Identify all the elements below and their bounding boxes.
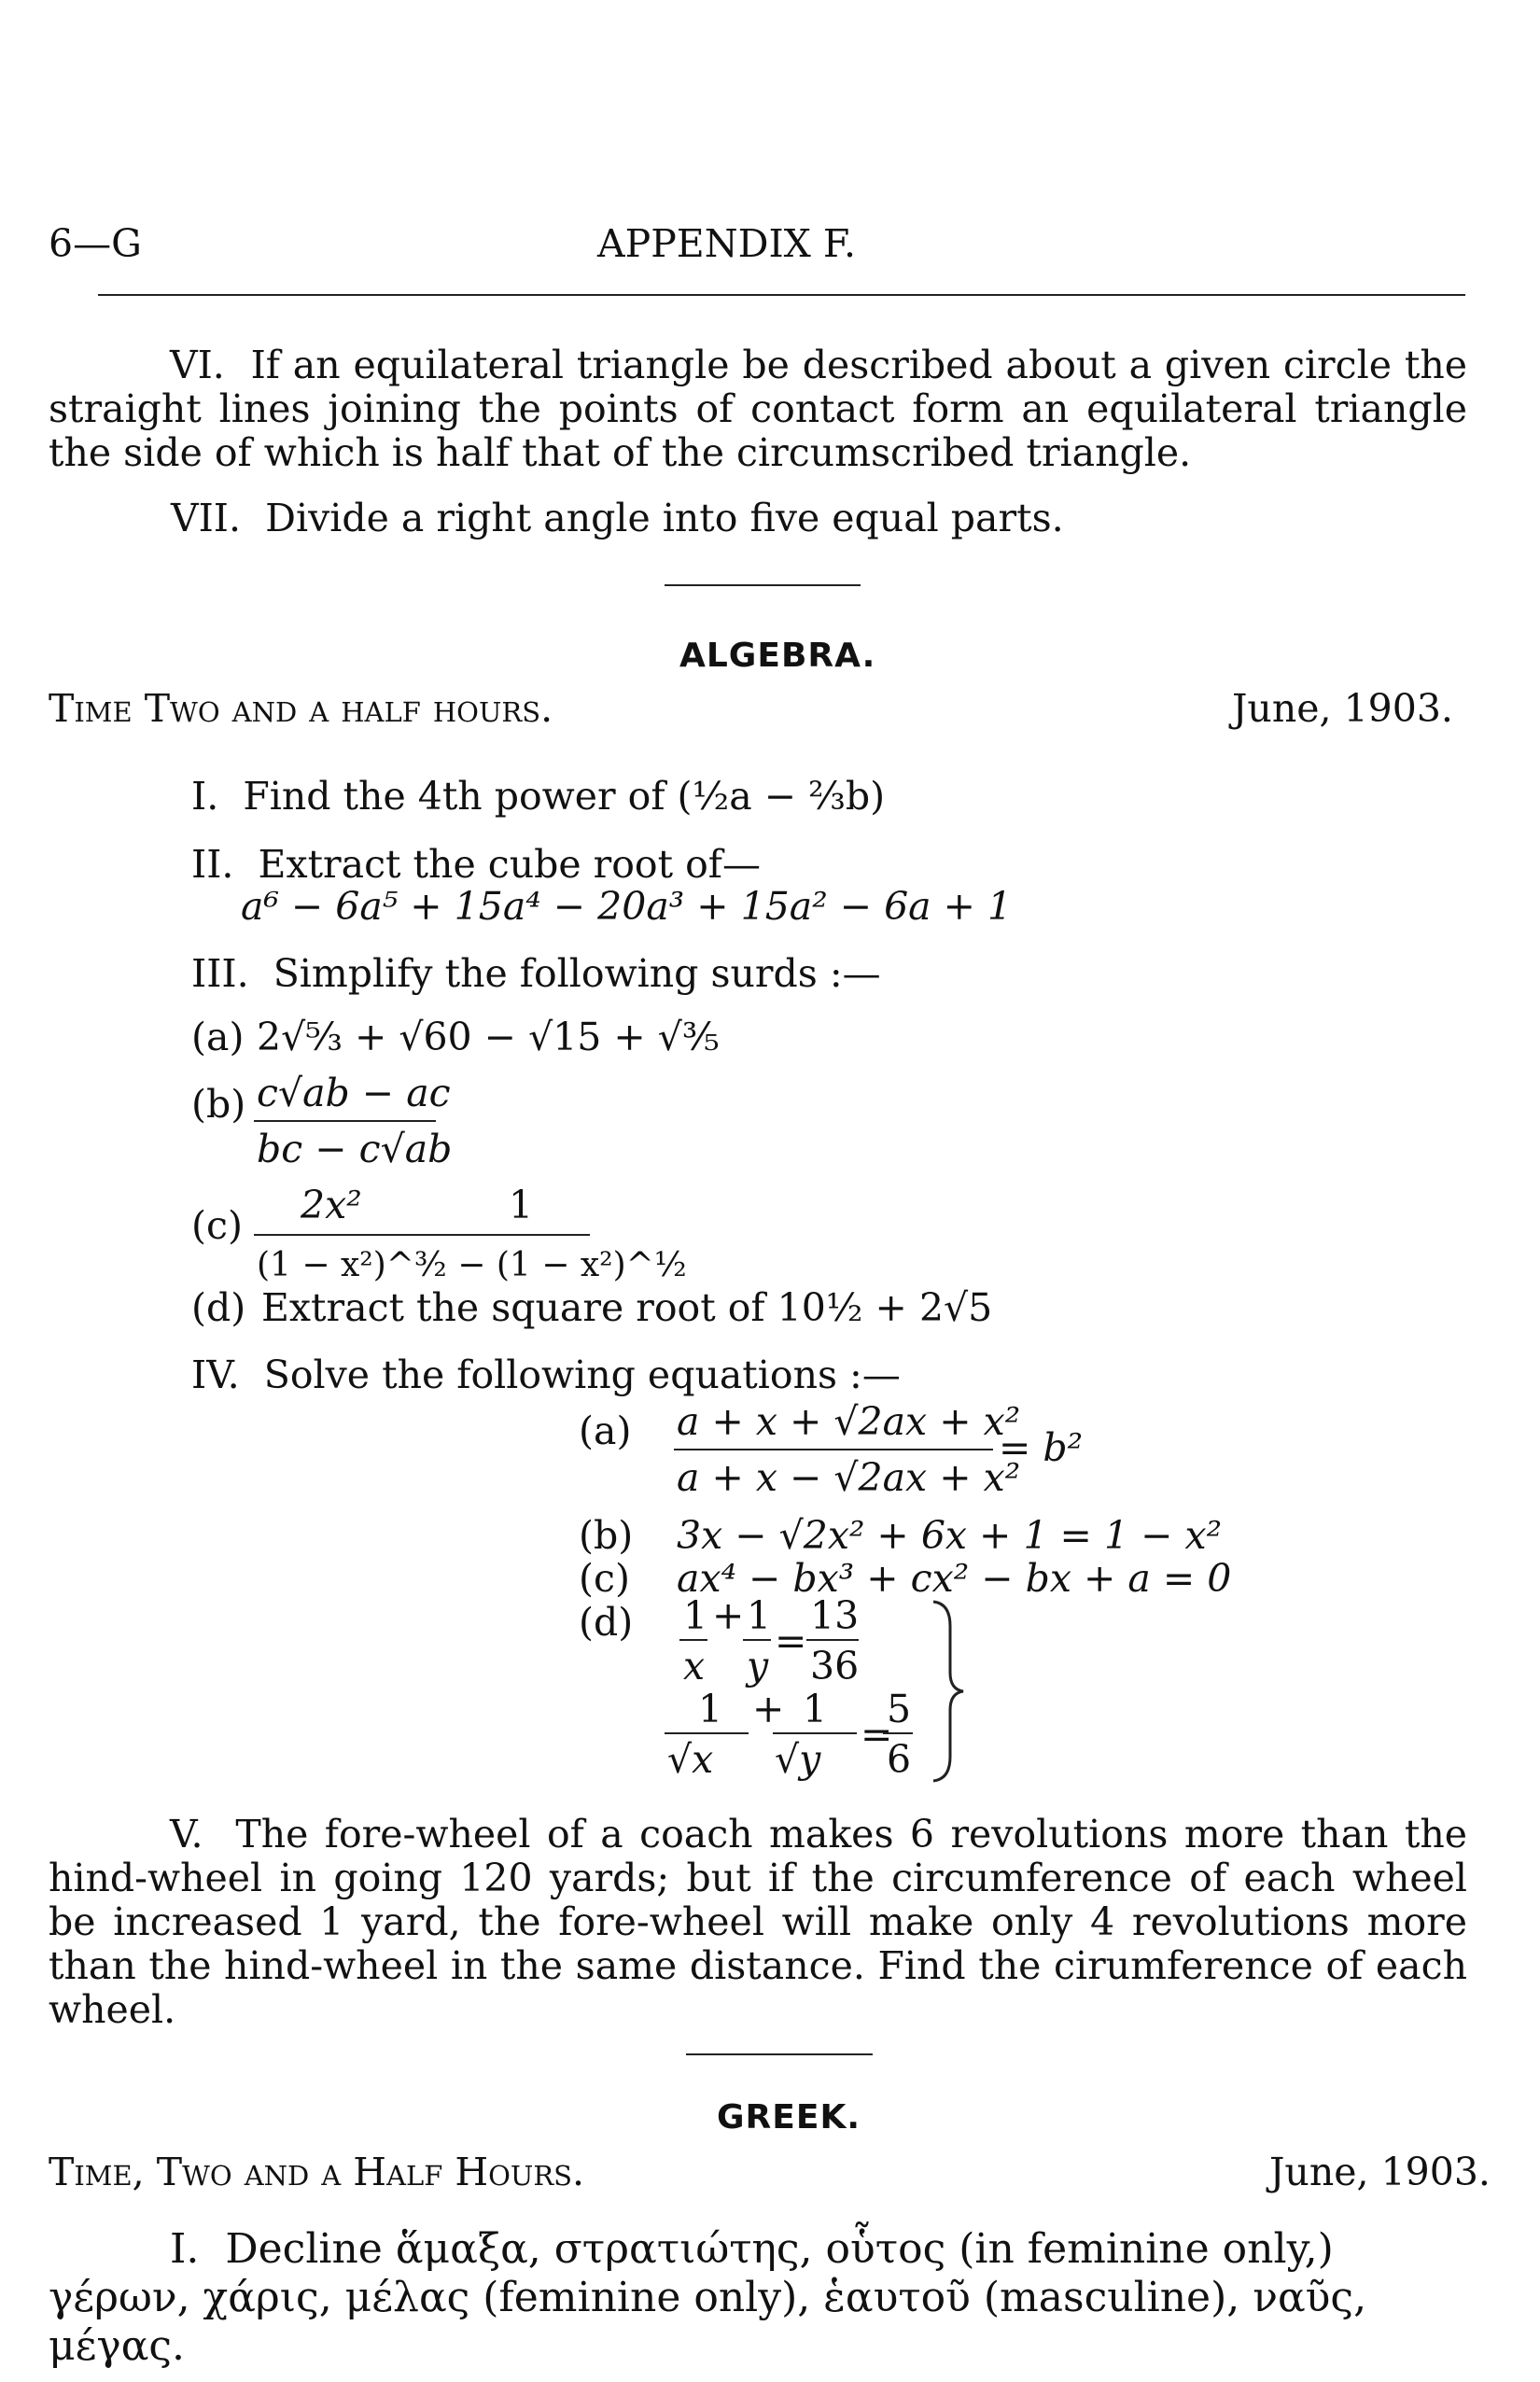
q4d-r2-frac-b-den: √y <box>775 1737 821 1782</box>
algebra-q3 <box>191 952 881 996</box>
question-text: Simplify the following surds :— <box>273 951 881 996</box>
greek-q1 <box>49 2225 1467 2371</box>
q3c-numerator-1: 2x² <box>301 1183 362 1227</box>
q4d-r2-frac-c-den: 6 <box>887 1737 912 1782</box>
section-heading-algebra: ALGEBRA. <box>679 637 876 675</box>
q3d-label: (d) <box>191 1285 246 1330</box>
question-number: IV. <box>191 1352 240 1397</box>
fraction-bar <box>743 1639 771 1641</box>
q4d-r2-frac-a-den: √x <box>667 1737 714 1782</box>
cube-root-expression: a⁶ − 6a⁵ + 15a⁴ − 20a³ + 15a² − 6a + 1 <box>241 884 1013 929</box>
exam-date: June, 1903. <box>1269 2150 1491 2194</box>
q4b-label: (b) <box>579 1513 634 1558</box>
question-vi <box>49 343 1467 475</box>
q3a-label: (a) <box>191 1015 245 1059</box>
question-text: The fore-wheel of a coach makes 6 revolutions more than the hind-wheel in going 120 yards; but if the circumference of each wheel be increased 1 yard, the fore-wheel will make only 4 revolutions more than the hind-wheel in the same distance. Find the cirumference of each wheel. <box>49 1812 1467 2032</box>
algebra-q4 <box>191 1353 901 1397</box>
exam-date: June, 1903. <box>1232 686 1453 731</box>
q3b-numerator: c√ab − ac <box>257 1071 451 1115</box>
section-divider <box>686 2053 873 2055</box>
q4a-rhs: = b² <box>999 1425 1084 1470</box>
q4b-expression: 3x − √2x² + 6x + 1 = 1 − x² <box>677 1513 1223 1558</box>
q3b-label: (b) <box>191 1082 246 1127</box>
q4d-r1-frac-b-num: 1 <box>747 1593 772 1638</box>
fraction-bar <box>254 1234 590 1236</box>
exam-time: Time Two and a half hours. <box>49 686 553 731</box>
question-text: Find the 4th power of (½a − ⅔b) <box>243 774 886 819</box>
question-text: If an equilateral triangle be described about a given circle the straight lines joining the points of contact form an equilateral triangle the side of which is half that of the circumscribed triangle. <box>49 343 1467 475</box>
algebra-q5 <box>49 1813 1467 2032</box>
question-number: VII. <box>171 496 242 540</box>
right-brace-icon <box>926 1598 982 1785</box>
q4c-label: (c) <box>579 1556 630 1601</box>
q3c-numerator-2: 1 <box>509 1183 534 1227</box>
q4d-r1-frac-a-den: x <box>683 1644 706 1688</box>
page-title: APPENDIX F. <box>597 221 856 266</box>
question-number: III. <box>191 951 249 996</box>
exam-time: Time, Two and a Half Hours. <box>49 2150 585 2194</box>
section-heading-greek: GREEK. <box>717 2098 861 2137</box>
fraction-bar <box>679 1639 707 1641</box>
q4d-r2-plus: + <box>752 1687 785 1731</box>
q4d-r1-frac-c-num: 13 <box>810 1593 860 1638</box>
q4a-label: (a) <box>579 1408 632 1453</box>
q4d-r1-frac-b-den: y <box>747 1644 769 1688</box>
algebra-q2 <box>191 843 761 887</box>
q4d-r1-frac-a-num: 1 <box>683 1593 708 1638</box>
q3d-text: Extract the square root of 10½ + 2√5 <box>261 1285 993 1330</box>
q4a-denominator: a + x − √2ax + x² <box>677 1455 1021 1500</box>
fraction-bar <box>665 1732 749 1734</box>
q4a-numerator: a + x + √2ax + x² <box>677 1399 1021 1444</box>
question-text: Decline ἅμαξα, στρατιώτης, οὗτος (in feminine only,) γέρων, χάρις, μέλας (feminine only), ἑαυτοῦ (masculine), ναῦς, μέγας. <box>49 2225 1367 2370</box>
q3c-denominator: (1 − x²)^³⁄₂ − (1 − x²)^½ <box>257 1246 687 1284</box>
fraction-bar <box>773 1732 857 1734</box>
algebra-q1 <box>191 775 885 819</box>
q4d-r2-frac-a-num: 1 <box>698 1687 723 1731</box>
question-number: II. <box>191 842 234 887</box>
q3b-denominator: bc − c√ab <box>257 1127 453 1171</box>
q4d-r1-equals: = <box>775 1618 807 1663</box>
page-label: 6—G <box>49 221 142 266</box>
question-text: Divide a right angle into five equal parts. <box>265 496 1064 540</box>
question-number: I. <box>170 2225 200 2273</box>
question-vii <box>171 497 1064 540</box>
q4d-r2-frac-b-num: 1 <box>803 1687 828 1731</box>
q4d-r2-frac-c-num: 5 <box>887 1687 912 1731</box>
question-number: VI. <box>170 343 225 387</box>
fraction-bar <box>674 1449 993 1450</box>
section-divider <box>665 584 861 586</box>
q4d-label: (d) <box>579 1600 634 1645</box>
question-number: V. <box>170 1812 203 1857</box>
fraction-bar <box>883 1732 913 1734</box>
fraction-bar <box>254 1120 436 1122</box>
q4d-r1-plus: + <box>712 1593 745 1638</box>
q4d-r1-frac-c-den: 36 <box>810 1644 860 1688</box>
q4c-expression: ax⁴ − bx³ + cx² − bx + a = 0 <box>677 1556 1232 1601</box>
question-number: I. <box>191 774 219 819</box>
fraction-bar <box>806 1639 859 1641</box>
question-text: Solve the following equations :— <box>263 1352 901 1397</box>
question-text: Extract the cube root of— <box>258 842 761 887</box>
q3c-label: (c) <box>191 1203 243 1248</box>
header-rule <box>98 294 1465 296</box>
q4d-r2-equals: = <box>861 1712 893 1757</box>
q3a-expression: 2√⁵⁄₃ + √60 − √15 + √³⁄₅ <box>257 1015 720 1059</box>
